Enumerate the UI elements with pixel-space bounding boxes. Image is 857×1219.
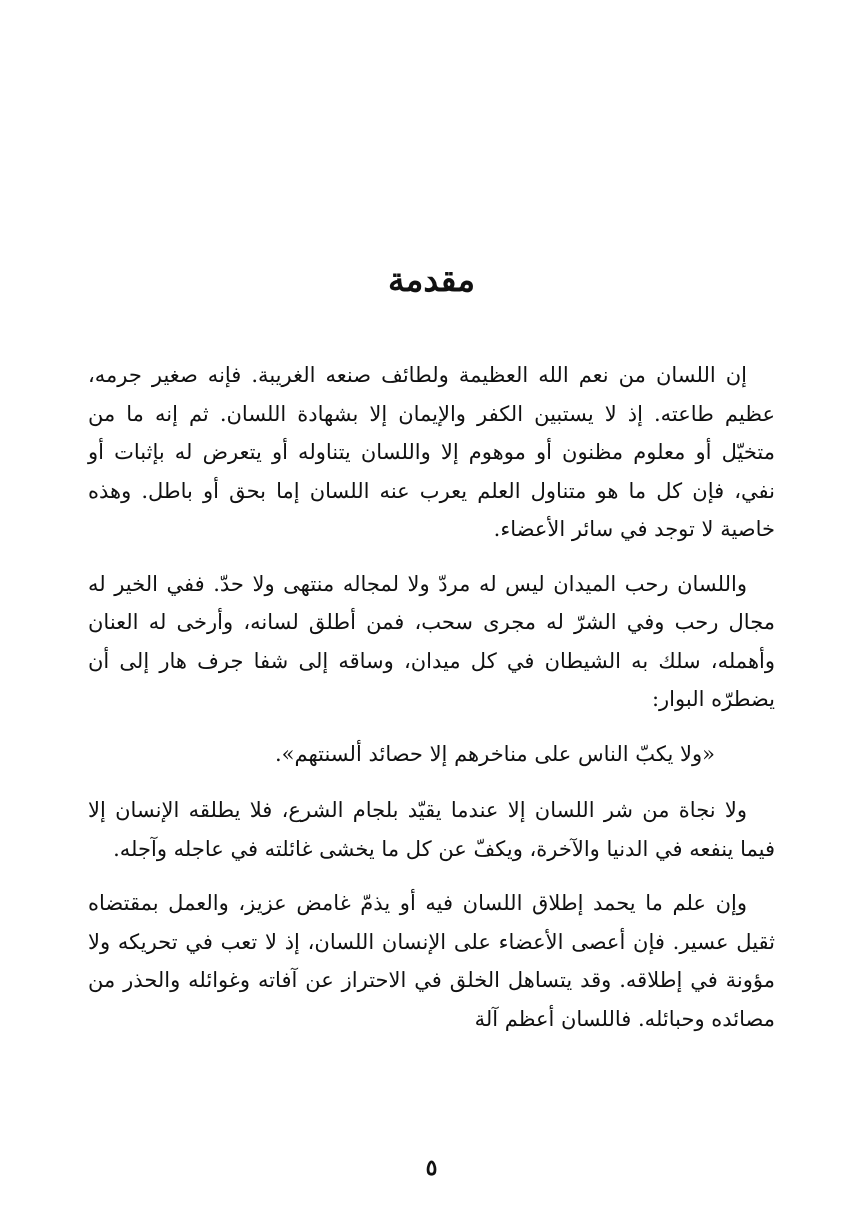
page-number: ٥	[425, 1155, 438, 1181]
paragraph-1: إن اللسان من نعم الله العظيمة ولطائف صنعه الغريبة. فإنه صغير جرمه، عظيم طاعته. إذ لا يستبين الكفر والإيمان إلا بشهادة اللسان. ثم إنه ما من متخيّل أو معلوم مظنون أو موهوم إلا واللسان يتناوله أو يتعرض له بإثبات أو نفي، فإن كل ما هو متناول العلم يعرب عنه اللسان إما بحق أو باطل. وهذه خاصية لا توجد في سائر الأعضاء.	[88, 363, 775, 541]
hadith-quote: «ولا يكبّ الناس على مناخرهم إلا حصائد ألسنتهم».	[274, 741, 715, 766]
paragraph-3: ولا نجاة من شر اللسان إلا عندما يقيّد بلجام الشرع، فلا يطلقه الإنسان إلا فيما ينفعه في الدنيا والآخرة، ويكفّ عن كل ما يخشى غائلته في عاجله وآجله.	[88, 798, 775, 861]
paragraph-2: واللسان رحب الميدان ليس له مردّ ولا لمجاله منتهى ولا حدّ. ففي الخير له مجال رحب وفي الشرّ له مجرى سحب، فمن أطلق لسانه، وأرخى له العنان وأهمله، سلك به الشيطان في كل ميدان، وساقه إلى شفا جرف هار إلى أن يضطرّه البوار:	[88, 571, 775, 711]
document-body	[88, 356, 775, 1054]
page-title: مقدمة	[387, 260, 476, 300]
paragraph-4: وإن علم ما يحمد إطلاق اللسان فيه أو يذمّ غامض عزيز، والعمل بمقتضاه ثقيل عسير. فإن أعصى الأعضاء على الإنسان اللسان، إذ لا تعب في تحريكه ولا مؤونة في إطلاقه. وقد يتساهل الخلق في الاحتراز عن آفاته وغوائله والحذر من مصائده وحبائله. فاللسان أعظم آلة	[88, 891, 775, 1031]
document-page	[88, 0, 775, 1219]
